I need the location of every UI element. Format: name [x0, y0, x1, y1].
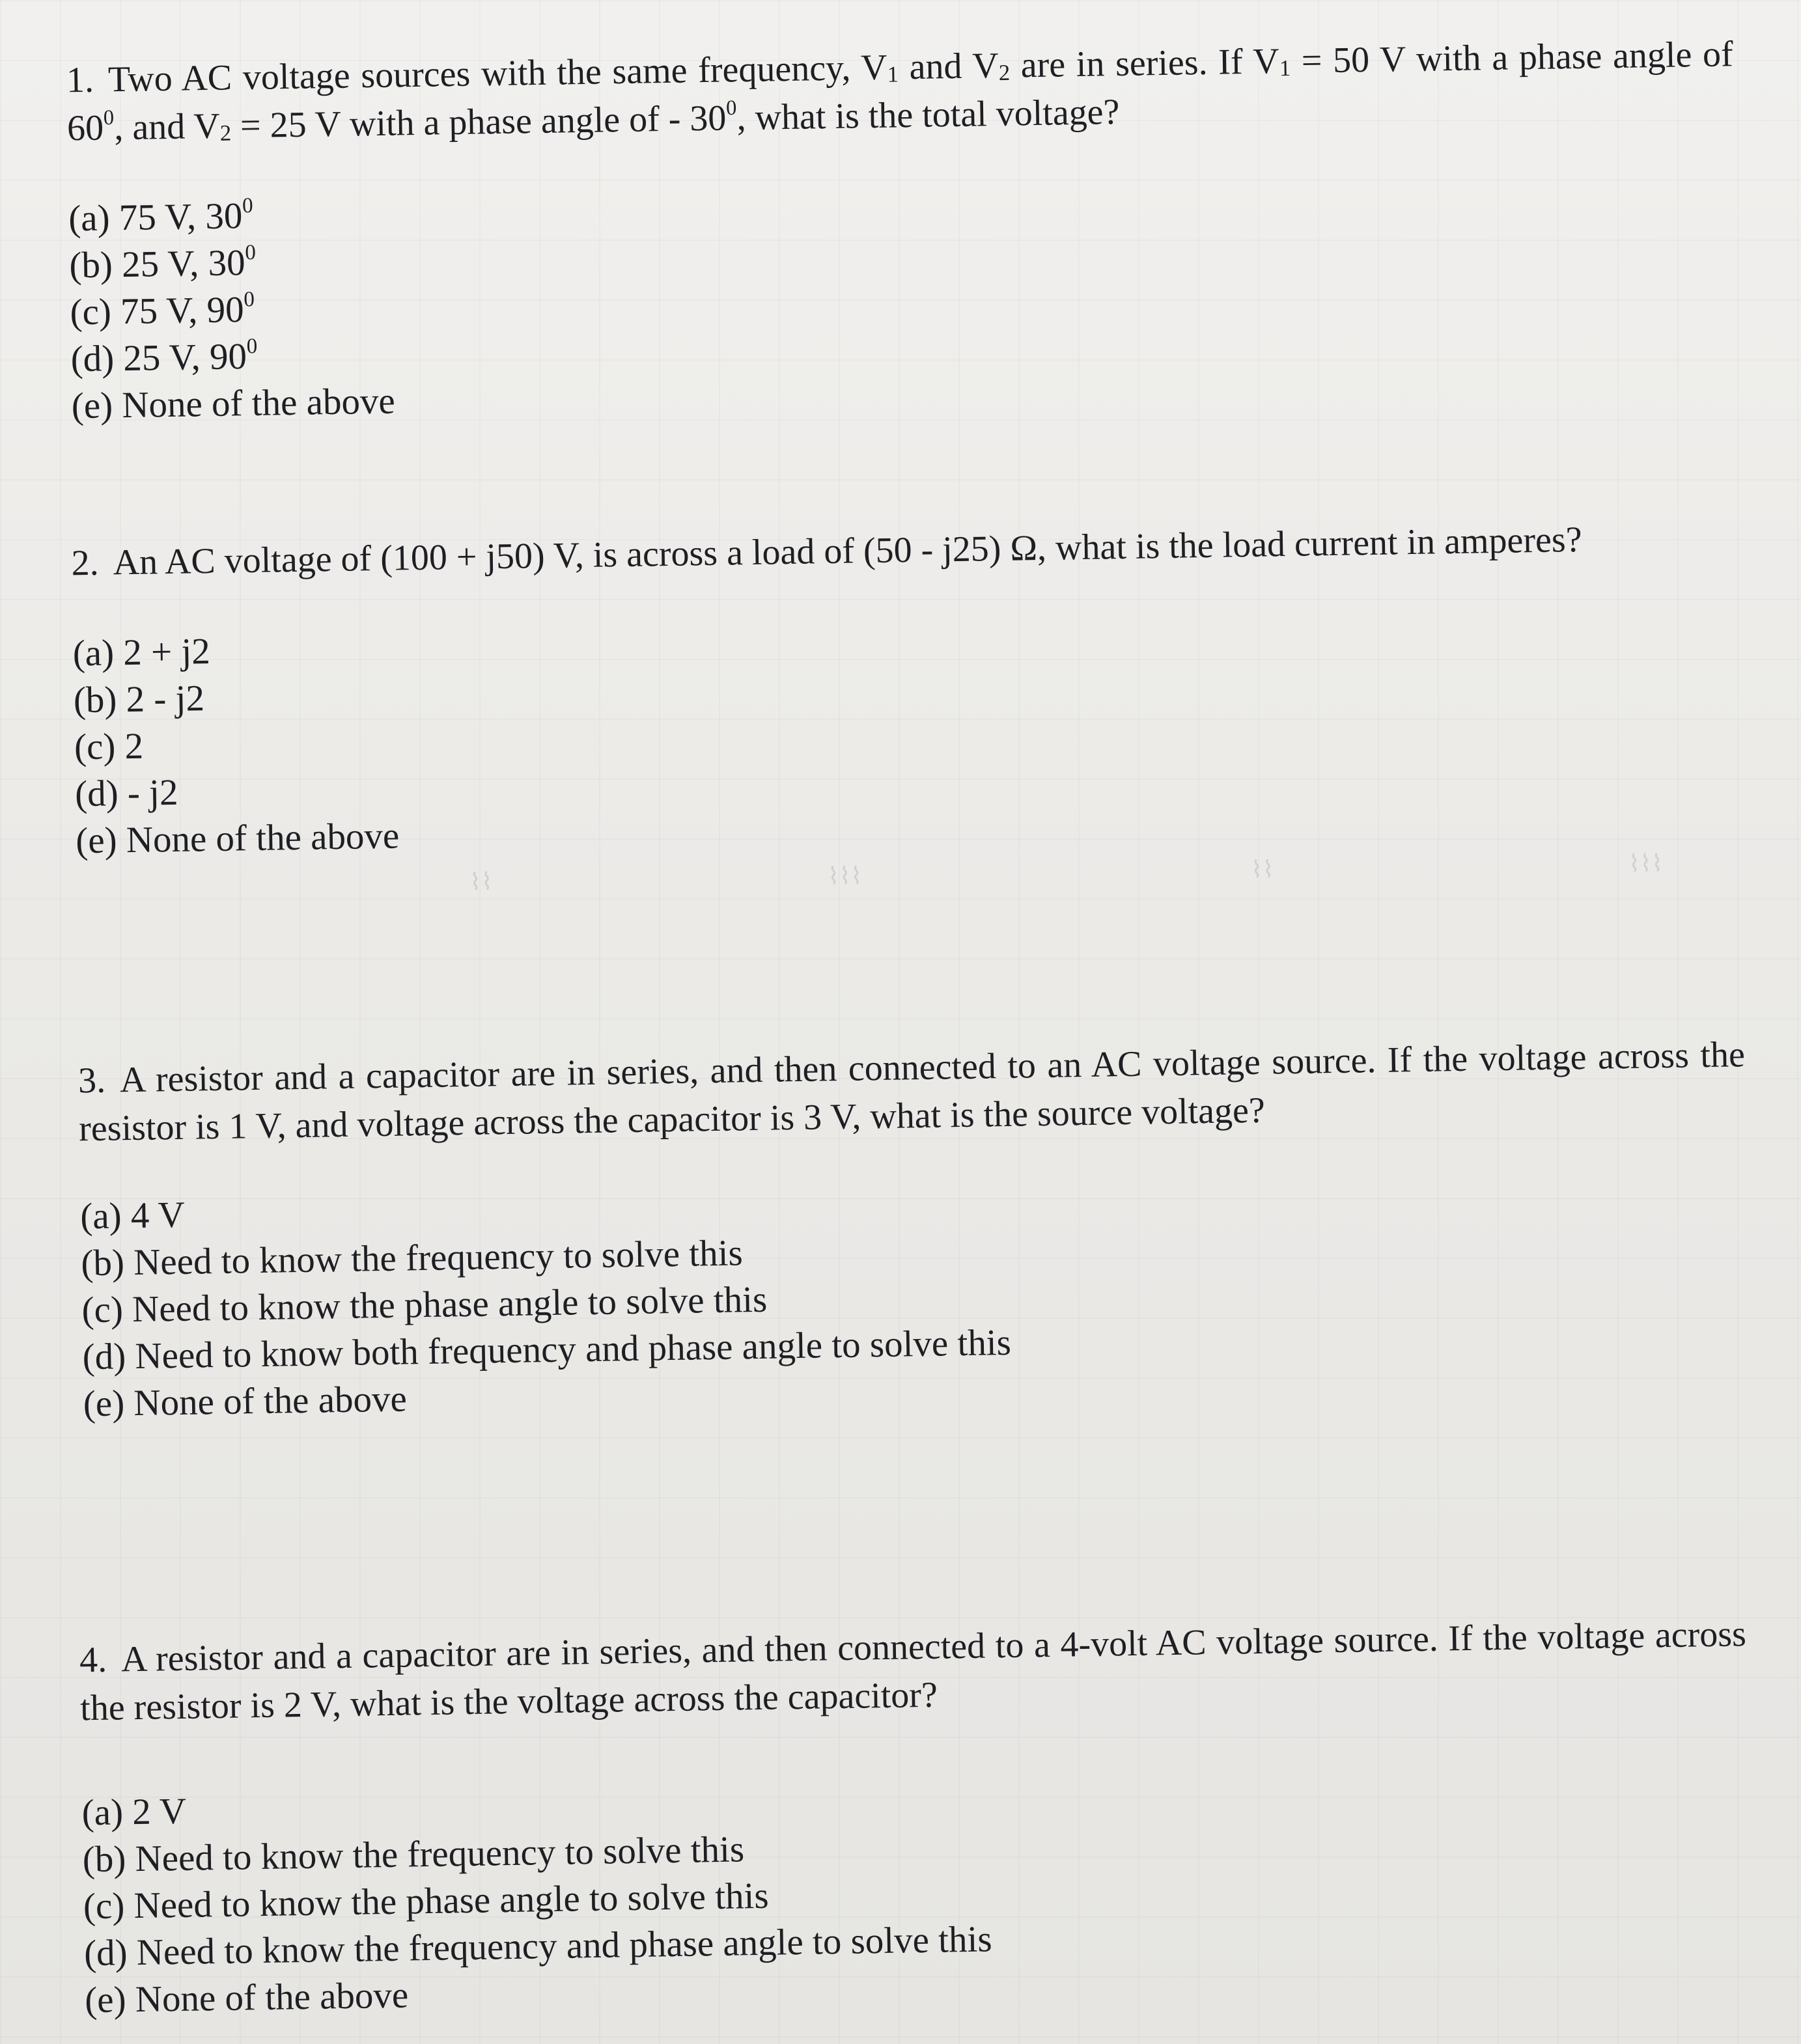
superscript: 0 [244, 288, 255, 312]
question-4 [79, 1610, 1752, 2024]
superscript: 0 [725, 96, 737, 120]
answer-options [81, 1763, 1752, 2024]
option-text: (c) 75 V, 90 [70, 289, 245, 333]
superscript: 0 [242, 194, 253, 218]
superscript: 0 [245, 241, 257, 265]
subscript: 2 [998, 59, 1011, 86]
question-2 [71, 513, 1743, 864]
option-text: (c) Need to know the phase angle to solve this [83, 1875, 770, 1927]
stem-text: Two AC voltage sources with the same frequency, V [107, 47, 888, 100]
option-text: (e) None of the above [75, 815, 400, 862]
answer-options [68, 169, 1738, 430]
question-number: 1. [66, 59, 94, 101]
stem-text: An AC voltage of (100 + j50) V, is across a load of (50 - j25) Ω, what is the load current in amperes? [113, 519, 1582, 583]
option-text: (b) Need to know the frequency to solve this [81, 1232, 744, 1284]
question-stem [71, 513, 1738, 587]
question-number: 3. [77, 1060, 106, 1101]
option-text: (c) 2 [74, 725, 144, 768]
subscript: 1 [887, 61, 899, 87]
answer-options [80, 1167, 1750, 1428]
subscript: 2 [219, 120, 232, 146]
stem-text: , what is the total voltage? [736, 92, 1120, 139]
option-text: (b) Need to know the frequency to solve this [82, 1829, 745, 1881]
stem-text: are in series. If V [1009, 41, 1280, 86]
option-text: (d) Need to know the frequency and phase angle to solve this [83, 1918, 992, 1974]
option-text: (d) 25 V, 90 [70, 336, 247, 380]
answer-options [72, 604, 1742, 864]
option-text: (e) None of the above [83, 1378, 408, 1425]
stem-text: , and V [113, 105, 221, 148]
option-text: (d) - j2 [74, 771, 178, 815]
subscript: 1 [1279, 55, 1291, 81]
question-number: 2. [71, 542, 100, 584]
stem-text: and V [898, 45, 999, 88]
option-text: (a) 75 V, 30 [68, 195, 243, 240]
question-stem [78, 1030, 1746, 1153]
superscript: 0 [246, 335, 258, 359]
option-text: (a) 2 V [81, 1790, 187, 1834]
question-stem [66, 30, 1734, 152]
question-1 [66, 30, 1738, 430]
question-3 [78, 1030, 1751, 1428]
stem-text: A resistor and a capacitor are in series, and then connected to a 4-volt AC voltage source. If the voltage across the resistor is 2 V, what is the voltage across the capacitor? [79, 1614, 1747, 1729]
question-stem [79, 1610, 1747, 1732]
stem-text: A resistor and a capacitor are in series, and then connected to an AC voltage source. If the voltage across the resistor is 1 V, and voltage across the capacitor is 3 V, what is the source voltage? [78, 1034, 1746, 1150]
question-number: 4. [79, 1639, 107, 1681]
show-through-mark: ⌇⌇⌇ [1628, 849, 1664, 877]
option-text: (e) None of the above [71, 380, 396, 427]
option-text: (a) 4 V [79, 1194, 186, 1237]
option-text: (c) Need to know the phase angle to solve this [81, 1278, 768, 1331]
option-text: (a) 2 + j2 [72, 631, 211, 674]
option-text: (b) 2 - j2 [73, 678, 205, 721]
option-text: (b) 25 V, 30 [68, 242, 246, 286]
option-text: (d) Need to know both frequency and phase angle to solve this [82, 1321, 1012, 1378]
superscript: 0 [103, 105, 115, 130]
show-through-mark: ⌇⌇ [1250, 855, 1274, 883]
stem-text: = 50 V with a phase angle of 60 [66, 34, 1734, 149]
option-text: (e) None of the above [84, 1974, 409, 2021]
show-through-mark: ⌇⌇ [469, 868, 493, 895]
stem-text: = 25 V with a phase angle of - 30 [230, 98, 727, 146]
show-through-mark: ⌇⌇⌇ [827, 862, 863, 890]
